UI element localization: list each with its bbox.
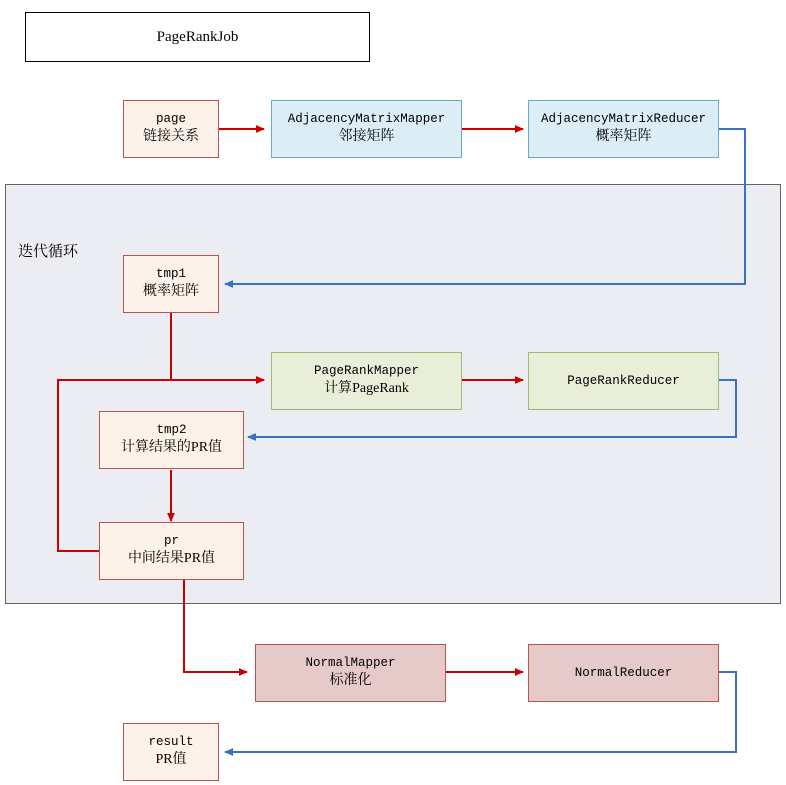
node-normal-reducer[interactable]	[528, 644, 719, 702]
node-adjacency-matrix-reducer[interactable]	[528, 100, 719, 158]
node-page-line1: page	[155, 112, 186, 127]
node-adjacency-matrix-reducer-line1: AdjacencyMatrixReducer	[540, 112, 707, 127]
node-normal-mapper-line1: NormalMapper	[305, 656, 396, 671]
node-normal-reducer-line1: NormalReducer	[574, 665, 673, 680]
node-tmp1[interactable]	[123, 255, 219, 313]
node-normal-mapper-line2: 标准化	[329, 672, 372, 688]
node-result-line1: result	[148, 735, 194, 750]
node-result-line2: PR值	[155, 751, 187, 767]
node-tmp2-line2: 计算结果的PR值	[120, 439, 223, 455]
node-adjacency-matrix-mapper[interactable]	[271, 100, 462, 158]
node-adjacency-matrix-mapper-line2: 邻接矩阵	[338, 128, 395, 144]
node-normal-mapper[interactable]	[255, 644, 446, 702]
job-title-box	[25, 12, 370, 62]
job-title-text: PageRankJob	[156, 28, 239, 45]
node-pagerank-reducer[interactable]	[528, 352, 719, 410]
node-page[interactable]	[123, 100, 219, 158]
node-pr-line2: 中间结果PR值	[127, 550, 216, 566]
node-adjacency-matrix-reducer-line2: 概率矩阵	[595, 128, 652, 144]
node-pagerank-reducer-line1: PageRankReducer	[567, 373, 680, 388]
node-tmp1-line2: 概率矩阵	[143, 283, 199, 299]
node-pr[interactable]	[99, 522, 244, 580]
node-page-line2: 链接关系	[143, 128, 199, 144]
node-tmp1-line1: tmp1	[155, 267, 186, 282]
node-pagerank-mapper[interactable]	[271, 352, 462, 410]
node-pagerank-mapper-line2: 计算PageRank	[324, 380, 409, 396]
node-adjacency-matrix-mapper-line1: AdjacencyMatrixMapper	[287, 112, 446, 127]
node-tmp2[interactable]	[99, 411, 244, 469]
node-pagerank-mapper-line1: PageRankMapper	[313, 364, 420, 379]
node-pr-line1: pr	[163, 534, 179, 549]
iteration-loop-label: 迭代循环	[18, 244, 79, 260]
node-tmp2-line1: tmp2	[156, 423, 187, 438]
node-result[interactable]	[123, 723, 219, 781]
